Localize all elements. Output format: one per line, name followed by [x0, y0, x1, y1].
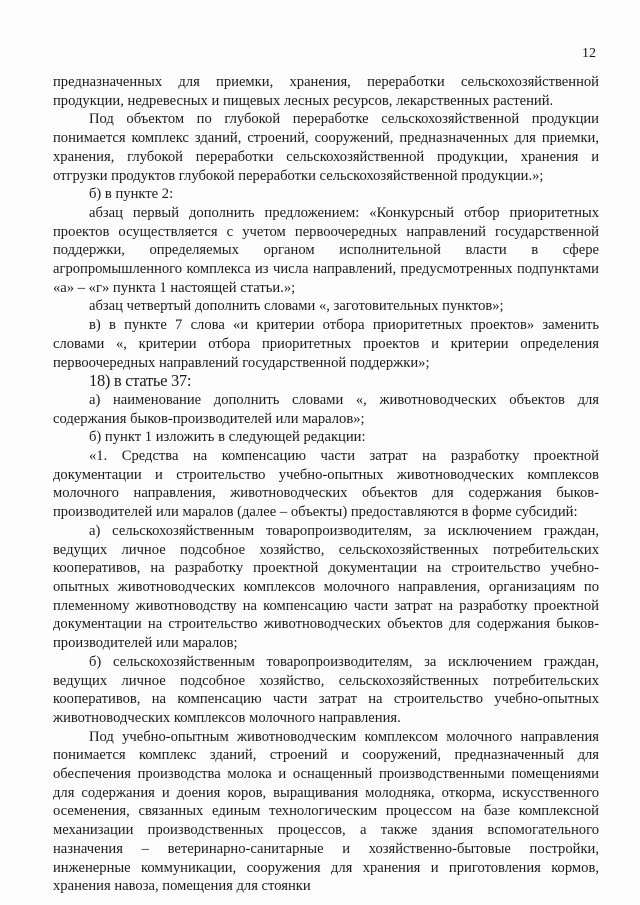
paragraph: абзац четвертый дополнить словами «, заготовительных пунктов»; [89, 298, 504, 315]
paragraph: а) сельскохозяйственным товаропроизводителям, за исключением граждан, ведущих личное подсобное хозяйство, сельскохозяйственных потребительских кооперативов, на разработку проектной документации на строительство учебно-опытных животноводческих комплексов молочного направления, организациям по племенному животноводству на компенсацию части затрат на разработку проектной документации на строительство животноводческих объектов для содержания быков-производителей или маралов; [53, 522, 599, 652]
paragraph: предназначенных для приемки, хранения, переработки сельскохозяйственной продукции, недревесных и пищевых лесных ресурсов, лекарственных растений. [53, 74, 599, 109]
paragraph: Под учебно-опытным животноводческим комплексом молочного направления понимается комплекс зданий, строений и сооружений, предназначенный для обеспечения производства молока и оснащенный производственными помещениями для содержания и доения коров, выращивания молодняка, откорма, искусственного осеменения, связанных единым технологическим процессом на базе комплексной механизации производственных процессов, а также здания вспомогательного назначения – ветеринарно-санитарные и хозяйственно-бытовые постройки, инженерные коммуникации, сооружения для хранения и приготовления кормов, хранения навоза, помещения для стоянки [53, 728, 599, 895]
document-body [53, 73, 599, 896]
paragraph: в) в пункте 7 слова «и критерии отбора приоритетных проектов» заменить словами «, критерии отбора приоритетных проектов и критерии определения первоочередных направлений государственной поддержки»; [53, 317, 599, 371]
amendment-heading: 18) в статье 37: [89, 371, 192, 391]
paragraph: а) наименование дополнить словами «, животноводческих объектов для содержания быков-производителей или маралов»; [53, 391, 599, 427]
paragraph: б) пункт 1 изложить в следующей редакции: [89, 429, 366, 446]
paragraph: абзац первый дополнить предложением: «Конкурсный отбор приоритетных проектов осуществляется с учетом первоочередных направлений государственной поддержки, определяемых органом исполнительной власти в сфере агропромышленного комплекса из числа направлений, предусмотренных подпунктами «а» – «г» пункта 1 настоящей статьи.»; [53, 204, 599, 296]
paragraph: б) сельскохозяйственным товаропроизводителям, за исключением граждан, ведущих личное подсобное хозяйство, сельскохозяйственных потребительских кооперативов, на компенсацию части затрат на строительство учебно-опытных животноводческих комплексов молочного направления. [53, 653, 599, 726]
paragraph: «1. Средства на компенсацию части затрат на разработку проектной документации и строительство учебно-опытных животноводческих комплексов молочного направления, животноводческих объектов для содержания быков-производителей или маралов (далее – объекты) предоставляются в форме субсидий: [53, 448, 599, 521]
paragraph: Под объектом по глубокой переработке сельскохозяйственной продукции понимается комплекс зданий, строений, сооружений, предназначенных для приемки, хранения, глубокой переработки сельскохозяйственной продукции, хранения и отгрузки продуктов глубокой переработки сельскохозяйственной продукции.»; [53, 111, 599, 184]
page-number: 12 [582, 46, 596, 61]
paragraph: б) в пункте 2: [89, 186, 174, 203]
